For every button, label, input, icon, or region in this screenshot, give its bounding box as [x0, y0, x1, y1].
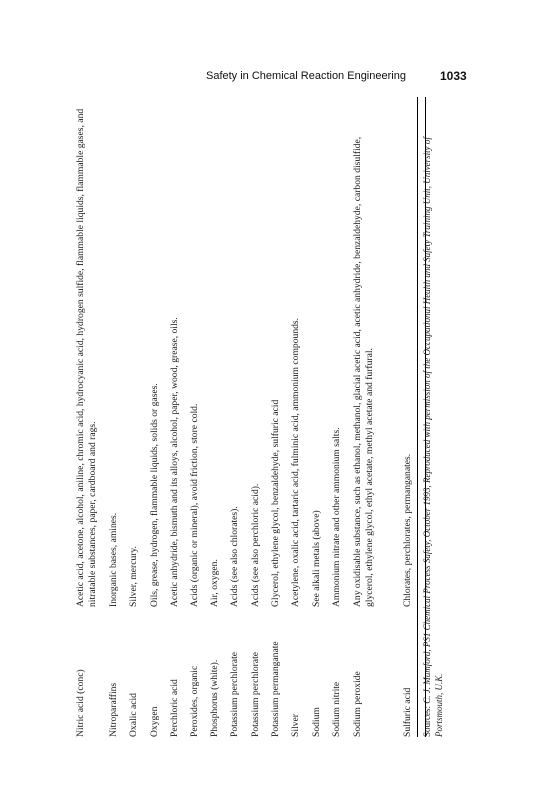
incompatible-with: Air, oxygen. [209, 559, 220, 607]
incompatible-with: Chlorates, perchlorates, permanganates. [402, 453, 413, 607]
chemical-name: Silver [290, 714, 301, 737]
chemical-name: Sodium nitrite [331, 681, 342, 737]
chemical-name: Nitroparaffins [108, 682, 119, 737]
incompatible-with: Acetic acid, acetone, alcohol, aniline, chromic acid, hydrocyanic acid, hydrogen sulfide, flammable liquids, flammable gases, and nitratable substances, paper, cardboard and rags. [75, 108, 98, 607]
chemical-name: Peroxides, organic [189, 665, 200, 737]
incompatible-with: Any oxidisable substance, such as ethanol, methanol, glacial acetic acid, acetic anhydride, benzaldehyde, carbon disulfide, glycerol, ethylene glycol, ethyl acetate, methyl acetate and furfural. [352, 136, 375, 607]
chemical-name: Sodium peroxide [352, 671, 363, 737]
incompatible-with: See alkali metals (above) [311, 510, 322, 607]
chemical-name: Perchloric acid [169, 679, 180, 737]
chemical-name: Sodium [311, 707, 322, 737]
chemical-name: Potassium perchlorate [229, 652, 240, 737]
incompatible-with: Acetylene, oxalic acid, tartaric acid, fulminic acid, ammonium compounds. [290, 317, 301, 607]
chemical-name: Oxygen [149, 706, 160, 737]
incompatible-with: Inorganic bases, amines. [108, 512, 119, 607]
chemical-name: Potassium perchlorate [250, 652, 261, 737]
incompatible-chemicals-table [75, 97, 444, 737]
chemical-name: Potassium permanganate [270, 641, 281, 737]
incompatible-with: Ammonium nitrate and other ammonium salts. [331, 427, 342, 607]
incompatible-with: Acids (see also chlorates). [229, 506, 240, 607]
incompatible-with: Silver, mercury. [128, 545, 139, 607]
table-bottom-rule [417, 97, 418, 737]
chemical-name: Nitric acid (conc) [75, 669, 86, 737]
running-header-title: Safety in Chemical Reaction Engineering [206, 70, 406, 82]
table-source-note [421, 101, 445, 737]
incompatible-with: Oils, grease, hydrogen, flammable liquids, solids or gases. [149, 383, 160, 607]
incompatible-with: Glycerol, ethylene glycol, benzaldehyde, sulfuric acid [270, 399, 281, 607]
chemical-name: Sulfuric acid [402, 687, 413, 737]
incompatible-with: Acids (organic or mineral), avoid friction, store cold. [189, 403, 200, 607]
source-label: Sources: [422, 706, 432, 737]
chemical-name: Oxalic acid [128, 693, 139, 737]
incompatible-with: Acetic anhydride, bismuth and its alloys, alcohol, paper, wood, grease, oils. [169, 317, 180, 607]
source-text: C. J. Mumford, PS1 Chemical Process Safety, October 1993, Reproduced with permission of the Occupational Health and Safety Training Unit, University of Portsmouth, U.K. [422, 137, 444, 737]
chemical-name: Phosphorus (white). [209, 659, 220, 737]
incompatible-with: Acids (see also perchloric acid). [250, 483, 261, 607]
page-number: 1033 [440, 69, 467, 83]
